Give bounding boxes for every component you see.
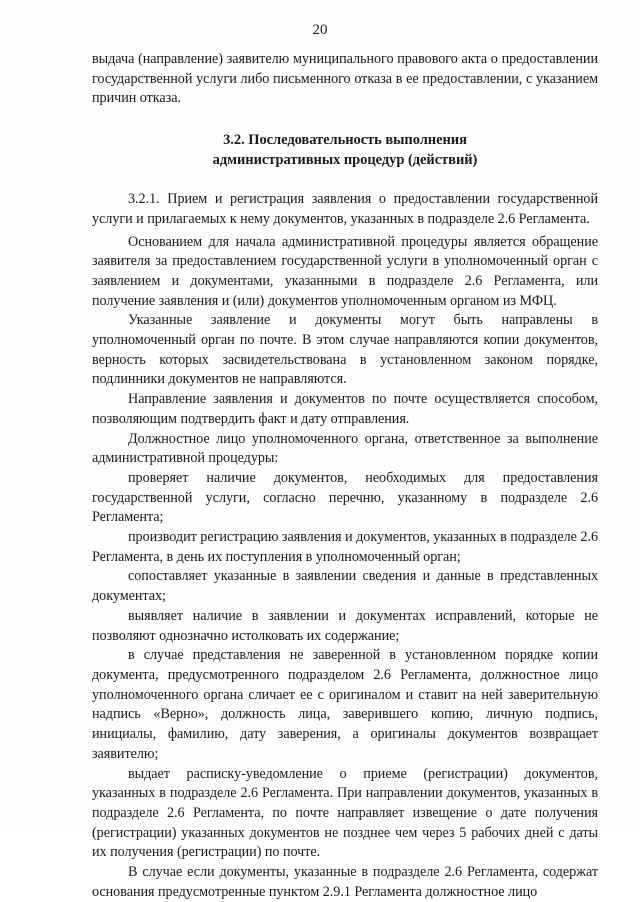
paragraph-refusal-grounds: В случае если документы, указанные в подразделе 2.6 Регламента, содержат основания предусмотренные пунктом 2.9.1 Регламента должностное лицо [92,864,598,900]
list-item-compare: сопоставляет указанные в заявлении сведения и данные в представленных документах; [92,568,598,605]
section-heading [92,131,598,170]
page-number: 20 [312,22,328,38]
list-item-check-documents: проверяет наличие документов, необходимых для предоставления государственной услуги, согласно перечню, указанному в подразделе 2.6 Регламента; [92,469,598,526]
paragraph-3-2-1: 3.2.1. Прием и регистрация заявления о предоставлении государственной услуги и прилагаемых к нему документов, указанных в подразделе 2.6 Регламента. [92,191,598,227]
list-item-corrections: выявляет наличие в заявлении и документах исправлений, которые не позволяют однозначно истолковать их содержание; [92,607,598,644]
intro-paragraph: выдача (направление) заявителю муниципального правового акта о предоставлении государственной услуги либо письменного отказа в ее предоставлении, с указанием причин отказа. [92,51,598,107]
list-item-certify-copy: в случае представления не заверенной в установленном порядке копии документа, предусмотренного подразделом 2.6 Регламента, должностное лицо уполномоченного органа сличает ее с оригиналом и ставит на ней заверительную надпись «Верно», должность лица, заверившего копию, личную подпись, инициалы, фамилию, дату заверения, а оригиналы документов возвращает заявителю; [92,647,598,762]
section-title-line-1: 3.2. Последовательность выполнения [223,132,467,149]
paragraph-mail-method: Направление заявления и документов по почте осуществляется способом, позволяющим подтвердить факт и дату отправления. [92,391,598,427]
list-item-register: производит регистрацию заявления и документов, указанных в подразделе 2.6 Регламента, в день их поступления в уполномоченный орган; [92,529,598,565]
section-title-line-2: административных процедур (действий) [212,151,478,168]
paragraph-basis: Основанием для начала административной процедуры является обращение заявителя за предоставлением государственной услуги в уполномоченный орган с заявлением и документами, указанными в подразделе 2.6 Регламента, или получение заявления и (или) документов уполномоченным органом из МФЦ. [92,233,598,309]
list-item-receipt: выдает расписку-уведомление о приеме (регистрации) документов, указанных в подразделе 2.6 Регламента. При направлении документов, указанных в подразделе 2.6 Регламента, по почте направляет извещение о дате получения (регистрации) указанных документов не позднее чем через 5 рабочих дней с даты их получения (регистрации) по почте. [92,765,598,861]
document-body [92,50,598,902]
paragraph-responsible-official: Должностное лицо уполномоченного органа, ответственное за выполнение административной процедуры: [92,430,598,467]
paragraph-mail-submission: Указанные заявление и документы могут быть направлены в уполномоченный орган по почте. В этом случае направляются копии документов, верность которых засвидетельствована в установленном законом порядке, подлинники документов не направляются. [92,312,598,388]
